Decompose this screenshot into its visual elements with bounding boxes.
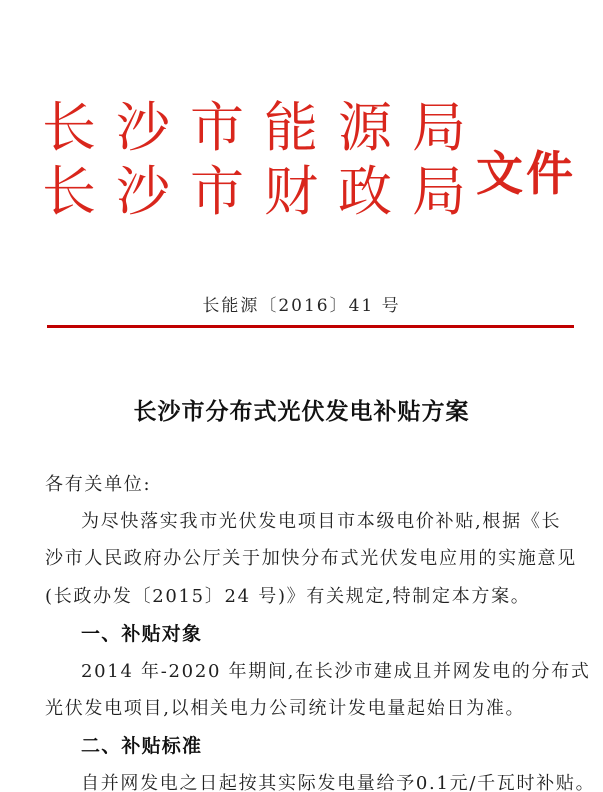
agency-name-line-1: 长沙市能源局 xyxy=(42,96,486,159)
letterhead xyxy=(42,96,486,224)
document-body xyxy=(45,464,596,792)
agency-name-line-2: 长沙市财政局 xyxy=(42,160,486,223)
document-number: 长能源〔2016〕41 号 xyxy=(202,296,401,316)
body-line: 光伏发电项目,以相关电力公司统计发电量起始日为准。 xyxy=(45,698,526,720)
body-line: (长政办发〔2015〕24 号)》有关规定,特制定本方案。 xyxy=(45,585,531,607)
body-line: 为尽快落实我市光伏发电项目市本级电价补贴,根据《长 xyxy=(81,511,562,533)
document-title: 长沙市分布式光伏发电补贴方案 xyxy=(133,399,470,425)
body-line: 沙市人民政府办公厅关于加快分布式光伏发电应用的实施意见 xyxy=(45,548,577,570)
document-word: 文件 xyxy=(476,147,576,202)
body-line: 2014 年-2020 年期间,在长沙市建成且并网发电的分布式 xyxy=(81,660,591,682)
red-divider-line xyxy=(47,325,574,328)
section-heading-1: 一、补贴对象 xyxy=(81,622,203,645)
body-line: 自并网发电之日起按其实际发电量给予0.1元/千瓦时补贴。 xyxy=(81,772,596,792)
salutation-line: 各有关单位: xyxy=(45,473,152,495)
section-heading-2: 二、补贴标准 xyxy=(81,734,203,757)
